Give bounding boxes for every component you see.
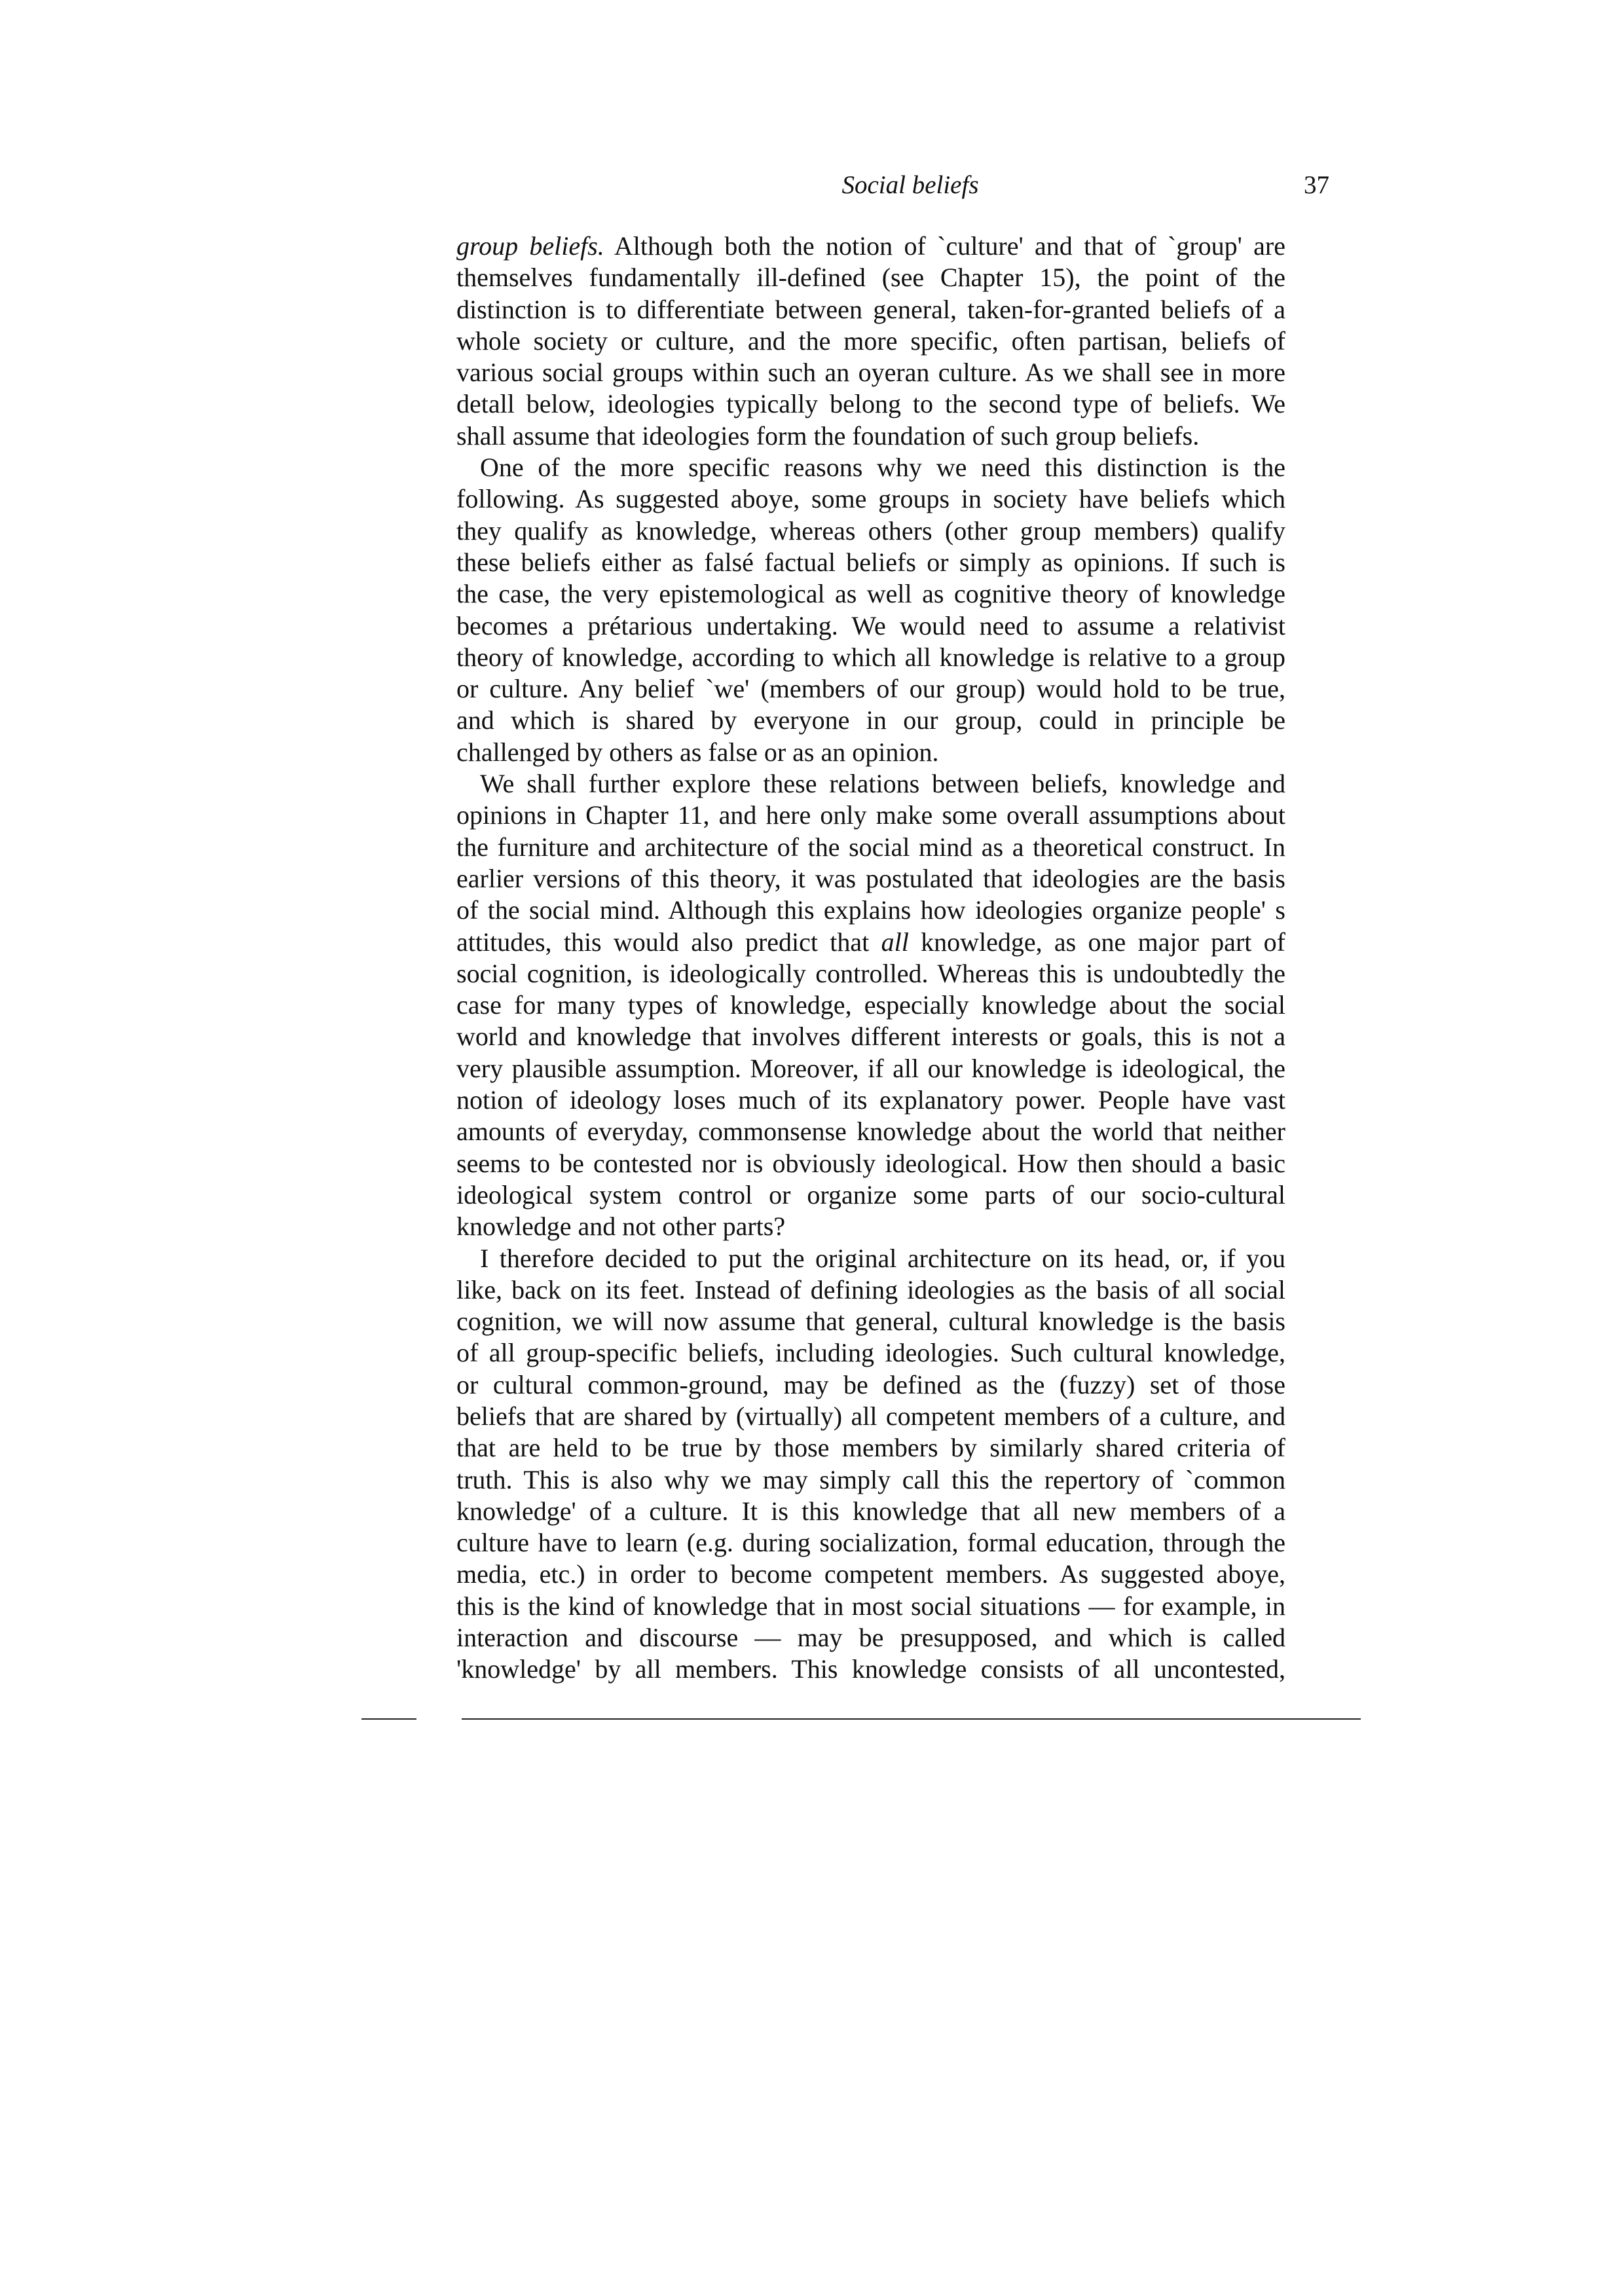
text-line: knowledge' of a culture. It is this knowledge that all new members of a [456, 1496, 1285, 1526]
text-line: various social groups within such an oyeran culture. As we shall see in more [456, 358, 1285, 388]
text-line: challenged by others as false or as an opinion. [456, 737, 939, 767]
text-line: cognition, we will now assume that general, cultural knowledge is the basis [456, 1306, 1285, 1337]
text-line: theory of knowledge, according to which all knowledge is relative to a group [456, 642, 1285, 672]
text-line: the furniture and architecture of the social mind as a theoretical construct. In [456, 832, 1285, 862]
running-title: Social beliefs [841, 171, 979, 199]
footnote-rule-short [361, 1718, 416, 1720]
text-line: becomes a prétarious undertaking. We would need to assume a relativist [456, 610, 1285, 640]
text-line: social cognition, is ideologically controlled. Whereas this is undoubtedly the [456, 958, 1285, 988]
text-line: very plausible assumption. Moreover, if all our knowledge is ideological, the [456, 1053, 1285, 1083]
text-line: detall below, ideologies typically belong to the second type of beliefs. We [456, 389, 1285, 419]
text-line: opinions in Chapter 11, and here only make some overall assumptions about [456, 800, 1285, 830]
text-line: themselves fundamentally ill-defined (see Chapter 15), the point of the [456, 263, 1285, 293]
text-line: of all group-specific beliefs, including ideologies. Such cultural knowledge, [456, 1338, 1285, 1368]
page-number: 37 [1304, 171, 1329, 199]
text-line: 'knowledge' by all members. This knowledge consists of all uncontested, [456, 1654, 1285, 1684]
paragraph-3 [456, 768, 1285, 1242]
paragraph-2 [456, 452, 1285, 768]
text-line: world and knowledge that involves different interests or goals, this is not a [456, 1022, 1285, 1052]
text-line: they qualify as knowledge, whereas others (other group members) qualify [456, 515, 1285, 545]
text-line: case for many types of knowledge, especially knowledge about the social [456, 990, 1285, 1020]
text-line: and which is shared by everyone in our group, could in principle be [456, 705, 1285, 735]
italic-term: group beliefs. [456, 231, 604, 261]
footnote-rule-long [462, 1718, 1361, 1720]
text-line: media, etc.) in order to become competent members. As suggested aboye, [456, 1559, 1285, 1589]
text-line: or cultural common-ground, may be defined as the (fuzzy) set of those [456, 1369, 1285, 1399]
paragraph-4 [456, 1243, 1285, 1686]
text-line: this is the kind of knowledge that in most social situations — for example, in [456, 1591, 1285, 1621]
italic-term: all [881, 927, 909, 957]
text-line: We shall further explore these relations between beliefs, knowledge and [480, 769, 1285, 799]
text-line: group beliefs. Although both the notion of `culture' and that of `group' are [456, 231, 1285, 261]
text-line: these beliefs either as falsé factual beliefs or simply as opinions. If such is [456, 547, 1285, 577]
text-line: I therefore decided to put the original architecture on its head, or, if you [480, 1243, 1285, 1273]
text-line: following. As suggested aboye, some groups in society have beliefs which [456, 484, 1285, 514]
text-line: seems to be contested nor is obviously ideological. How then should a basic [456, 1148, 1285, 1178]
text-line: beliefs that are shared by (virtually) all competent members of a culture, and [456, 1401, 1285, 1431]
text-line: or culture. Any belief `we' (members of our group) would hold to be true, [456, 674, 1285, 704]
text-line: culture have to learn (e.g. during socialization, formal education, through the [456, 1528, 1285, 1558]
text-line: knowledge and not other parts? [456, 1211, 786, 1242]
text-line: of the social mind. Although this explains how ideologies organize people' s [456, 895, 1285, 925]
text-line: like, back on its feet. Instead of defining ideologies as the basis of all social [456, 1274, 1285, 1304]
text-line: attitudes, this would also predict that all knowledge, as one major part of [456, 927, 1285, 957]
text-line: shall assume that ideologies form the foundation of such group beliefs. [456, 420, 1200, 451]
text-line: that are held to be true by those members by similarly shared criteria of [456, 1433, 1285, 1463]
text-line: ideological system control or organize some parts of our socio-cultural [456, 1179, 1285, 1210]
text-line: whole society or culture, and the more specific, often partisan, beliefs of [456, 325, 1285, 356]
text-line: distinction is to differentiate between general, taken-for-granted beliefs of a [456, 294, 1285, 324]
text-line: earlier versions of this theory, it was postulated that ideologies are the basis [456, 863, 1285, 893]
text-line: interaction and discourse — may be presupposed, and which is called [456, 1623, 1285, 1653]
body-text [456, 231, 1285, 1686]
text-line: One of the more specific reasons why we need this distinction is the [480, 453, 1285, 483]
text-line: amounts of everyday, commonsense knowledge about the world that neither [456, 1117, 1285, 1147]
text-line: truth. This is also why we may simply call this the repertory of `common [456, 1464, 1285, 1494]
text-line: notion of ideology loses much of its explanatory power. People have vast [456, 1085, 1285, 1115]
page-header [458, 162, 1362, 208]
paragraph-1 [456, 231, 1285, 452]
text-line: the case, the very epistemological as well as cognitive theory of knowledge [456, 579, 1285, 609]
